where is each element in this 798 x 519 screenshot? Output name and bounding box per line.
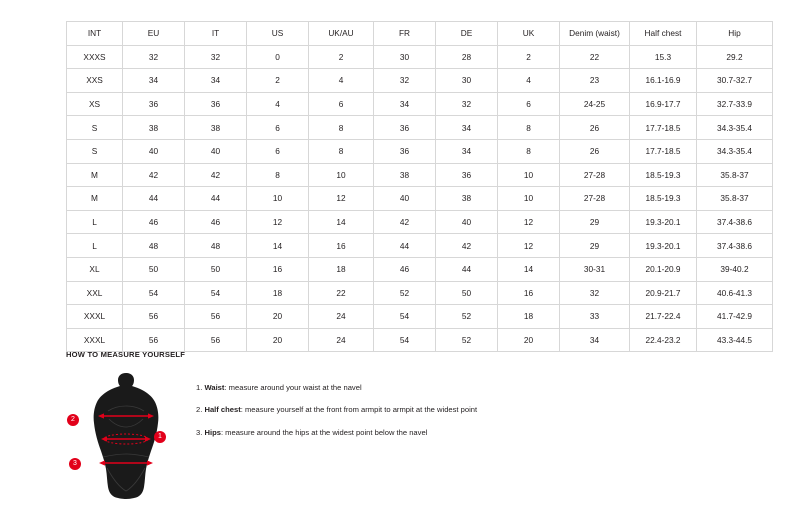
cell-de: 52 <box>436 328 498 352</box>
cell-uk: 10 <box>498 187 560 211</box>
table-row <box>67 92 773 116</box>
cell-eu: 40 <box>123 139 185 163</box>
cell-it: 40 <box>185 139 247 163</box>
cell-ukau: 22 <box>309 281 374 305</box>
cell-eu: 50 <box>123 257 185 281</box>
cell-hip: 41.7-42.9 <box>697 305 773 329</box>
cell-us: 14 <box>247 234 309 258</box>
cell-hip: 43.3-44.5 <box>697 328 773 352</box>
cell-us: 2 <box>247 69 309 93</box>
cell-fr: 32 <box>374 69 436 93</box>
cell-denim: 27-28 <box>560 187 630 211</box>
cell-int: S <box>67 139 123 163</box>
measure-badge-1: 1 <box>154 431 166 443</box>
how-to-measure-section <box>66 350 766 504</box>
cell-it: 36 <box>185 92 247 116</box>
cell-uk: 8 <box>498 116 560 140</box>
cell-uk: 2 <box>498 45 560 69</box>
cell-hip: 37.4-38.6 <box>697 234 773 258</box>
cell-int: XXS <box>67 69 123 93</box>
measure-note-3-number: 3. <box>196 427 203 437</box>
measure-note-1-term: Waist <box>204 383 225 392</box>
size-chart-container <box>66 21 753 352</box>
cell-eu: 44 <box>123 187 185 211</box>
cell-uk: 12 <box>498 234 560 258</box>
cell-int: M <box>67 163 123 187</box>
cell-int: XXXL <box>67 328 123 352</box>
cell-uk: 4 <box>498 69 560 93</box>
cell-de: 42 <box>436 234 498 258</box>
cell-ukau: 8 <box>309 116 374 140</box>
cell-half-chest: 18.5-19.3 <box>630 163 697 187</box>
cell-fr: 52 <box>374 281 436 305</box>
column-header-us: US <box>247 22 309 46</box>
cell-de: 36 <box>436 163 498 187</box>
cell-eu: 38 <box>123 116 185 140</box>
cell-int: XL <box>67 257 123 281</box>
cell-denim: 27-28 <box>560 163 630 187</box>
cell-hip: 34.3-35.4 <box>697 139 773 163</box>
measure-badge-3: 3 <box>69 458 81 470</box>
column-header-ukau: UK/AU <box>309 22 374 46</box>
cell-fr: 38 <box>374 163 436 187</box>
table-row <box>67 45 773 69</box>
cell-denim: 29 <box>560 234 630 258</box>
cell-int: S <box>67 116 123 140</box>
table-row <box>67 305 773 329</box>
cell-fr: 34 <box>374 92 436 116</box>
cell-fr: 40 <box>374 187 436 211</box>
cell-eu: 46 <box>123 210 185 234</box>
cell-fr: 36 <box>374 116 436 140</box>
cell-hip: 37.4-38.6 <box>697 210 773 234</box>
cell-uk: 8 <box>498 139 560 163</box>
size-chart-table <box>66 21 773 352</box>
column-header-half-chest: Half chest <box>630 22 697 46</box>
cell-eu: 36 <box>123 92 185 116</box>
cell-de: 50 <box>436 281 498 305</box>
cell-uk: 10 <box>498 163 560 187</box>
cell-de: 32 <box>436 92 498 116</box>
cell-half-chest: 18.5-19.3 <box>630 187 697 211</box>
cell-eu: 32 <box>123 45 185 69</box>
column-header-eu: EU <box>123 22 185 46</box>
table-row <box>67 139 773 163</box>
cell-eu: 56 <box>123 328 185 352</box>
cell-denim: 26 <box>560 116 630 140</box>
cell-half-chest: 16.1-16.9 <box>630 69 697 93</box>
cell-us: 18 <box>247 281 309 305</box>
cell-fr: 44 <box>374 234 436 258</box>
how-to-measure-title: HOW TO MEASURE YOURSELF <box>66 350 186 359</box>
cell-ukau: 16 <box>309 234 374 258</box>
cell-hip: 34.3-35.4 <box>697 116 773 140</box>
cell-half-chest: 22.4-23.2 <box>630 328 697 352</box>
cell-it: 42 <box>185 163 247 187</box>
cell-de: 34 <box>436 139 498 163</box>
cell-denim: 24-25 <box>560 92 630 116</box>
how-to-measure-body <box>66 369 766 504</box>
table-header <box>67 22 773 46</box>
column-header-denim-waist: Denim (waist) <box>560 22 630 46</box>
cell-ukau: 10 <box>309 163 374 187</box>
cell-hip: 35.8-37 <box>697 187 773 211</box>
table-row <box>67 281 773 305</box>
cell-uk: 12 <box>498 210 560 234</box>
cell-denim: 29 <box>560 210 630 234</box>
cell-us: 12 <box>247 210 309 234</box>
cell-de: 44 <box>436 257 498 281</box>
cell-hip: 30.7-32.7 <box>697 69 773 93</box>
cell-de: 30 <box>436 69 498 93</box>
cell-us: 6 <box>247 116 309 140</box>
cell-it: 54 <box>185 281 247 305</box>
cell-half-chest: 19.3-20.1 <box>630 210 697 234</box>
table-row <box>67 187 773 211</box>
cell-half-chest: 21.7-22.4 <box>630 305 697 329</box>
cell-it: 56 <box>185 305 247 329</box>
cell-us: 10 <box>247 187 309 211</box>
cell-uk: 18 <box>498 305 560 329</box>
cell-denim: 30-31 <box>560 257 630 281</box>
table-body <box>67 45 773 352</box>
cell-it: 44 <box>185 187 247 211</box>
column-header-uk: UK <box>498 22 560 46</box>
measure-note-1-text: : measure around your waist at the navel <box>224 383 362 392</box>
cell-ukau: 6 <box>309 92 374 116</box>
table-row <box>67 328 773 352</box>
measure-note-hips <box>196 428 477 438</box>
cell-ukau: 14 <box>309 210 374 234</box>
cell-fr: 54 <box>374 305 436 329</box>
cell-it: 38 <box>185 116 247 140</box>
cell-hip: 40.6-41.3 <box>697 281 773 305</box>
cell-denim: 22 <box>560 45 630 69</box>
mannequin-illustration <box>88 371 164 503</box>
cell-eu: 54 <box>123 281 185 305</box>
cell-us: 20 <box>247 328 309 352</box>
cell-half-chest: 16.9-17.7 <box>630 92 697 116</box>
cell-int: XXXS <box>67 45 123 69</box>
cell-int: M <box>67 187 123 211</box>
cell-us: 16 <box>247 257 309 281</box>
table-row <box>67 210 773 234</box>
cell-it: 46 <box>185 210 247 234</box>
measure-note-3-text: : measure around the hips at the widest point below the navel <box>220 427 428 437</box>
cell-half-chest: 17.7-18.5 <box>630 116 697 140</box>
column-header-hip: Hip <box>697 22 773 46</box>
cell-it: 56 <box>185 328 247 352</box>
cell-eu: 34 <box>123 69 185 93</box>
cell-us: 6 <box>247 139 309 163</box>
cell-it: 32 <box>185 45 247 69</box>
cell-eu: 56 <box>123 305 185 329</box>
cell-half-chest: 17.7-18.5 <box>630 139 697 163</box>
cell-ukau: 18 <box>309 257 374 281</box>
cell-de: 52 <box>436 305 498 329</box>
cell-ukau: 24 <box>309 305 374 329</box>
measure-note-waist <box>196 383 477 393</box>
mannequin-figure <box>66 369 186 504</box>
cell-eu: 48 <box>123 234 185 258</box>
column-header-fr: FR <box>374 22 436 46</box>
cell-uk: 20 <box>498 328 560 352</box>
cell-int: L <box>67 210 123 234</box>
cell-de: 34 <box>436 116 498 140</box>
measure-badge-2: 2 <box>67 414 79 426</box>
cell-fr: 42 <box>374 210 436 234</box>
table-header-row <box>67 22 773 46</box>
cell-hip: 29.2 <box>697 45 773 69</box>
cell-it: 50 <box>185 257 247 281</box>
measure-note-1-number: 1. <box>196 383 203 392</box>
cell-half-chest: 20.9-21.7 <box>630 281 697 305</box>
cell-denim: 26 <box>560 139 630 163</box>
table-row <box>67 116 773 140</box>
cell-uk: 6 <box>498 92 560 116</box>
cell-denim: 23 <box>560 69 630 93</box>
table-row <box>67 257 773 281</box>
cell-eu: 42 <box>123 163 185 187</box>
column-header-int: INT <box>67 22 123 46</box>
cell-hip: 39-40.2 <box>697 257 773 281</box>
cell-uk: 14 <box>498 257 560 281</box>
cell-fr: 30 <box>374 45 436 69</box>
table-row <box>67 69 773 93</box>
cell-ukau: 24 <box>309 328 374 352</box>
cell-denim: 32 <box>560 281 630 305</box>
cell-int: L <box>67 234 123 258</box>
column-header-it: IT <box>185 22 247 46</box>
cell-de: 38 <box>436 187 498 211</box>
table-row <box>67 234 773 258</box>
cell-uk: 16 <box>498 281 560 305</box>
cell-it: 48 <box>185 234 247 258</box>
cell-fr: 54 <box>374 328 436 352</box>
column-header-de: DE <box>436 22 498 46</box>
cell-it: 34 <box>185 69 247 93</box>
cell-de: 40 <box>436 210 498 234</box>
measure-note-2-term: Half chest <box>204 405 241 415</box>
cell-hip: 35.8-37 <box>697 163 773 187</box>
cell-us: 0 <box>247 45 309 69</box>
cell-int: XXXL <box>67 305 123 329</box>
cell-denim: 34 <box>560 328 630 352</box>
cell-de: 28 <box>436 45 498 69</box>
cell-ukau: 4 <box>309 69 374 93</box>
measure-notes <box>196 369 477 450</box>
cell-us: 4 <box>247 92 309 116</box>
cell-denim: 33 <box>560 305 630 329</box>
table-row <box>67 163 773 187</box>
cell-hip: 32.7-33.9 <box>697 92 773 116</box>
cell-fr: 46 <box>374 257 436 281</box>
cell-int: XS <box>67 92 123 116</box>
cell-fr: 36 <box>374 139 436 163</box>
cell-half-chest: 20.1-20.9 <box>630 257 697 281</box>
cell-half-chest: 19.3-20.1 <box>630 234 697 258</box>
cell-half-chest: 15.3 <box>630 45 697 69</box>
cell-us: 20 <box>247 305 309 329</box>
cell-ukau: 8 <box>309 139 374 163</box>
measure-note-half-chest <box>196 405 477 415</box>
measure-note-2-number: 2. <box>196 405 203 415</box>
cell-ukau: 12 <box>309 187 374 211</box>
cell-us: 8 <box>247 163 309 187</box>
cell-ukau: 2 <box>309 45 374 69</box>
measure-note-2-text: : measure yourself at the front from armpit to armpit at the widest point <box>240 405 478 415</box>
measure-note-3-term: Hips <box>204 427 221 437</box>
cell-int: XXL <box>67 281 123 305</box>
